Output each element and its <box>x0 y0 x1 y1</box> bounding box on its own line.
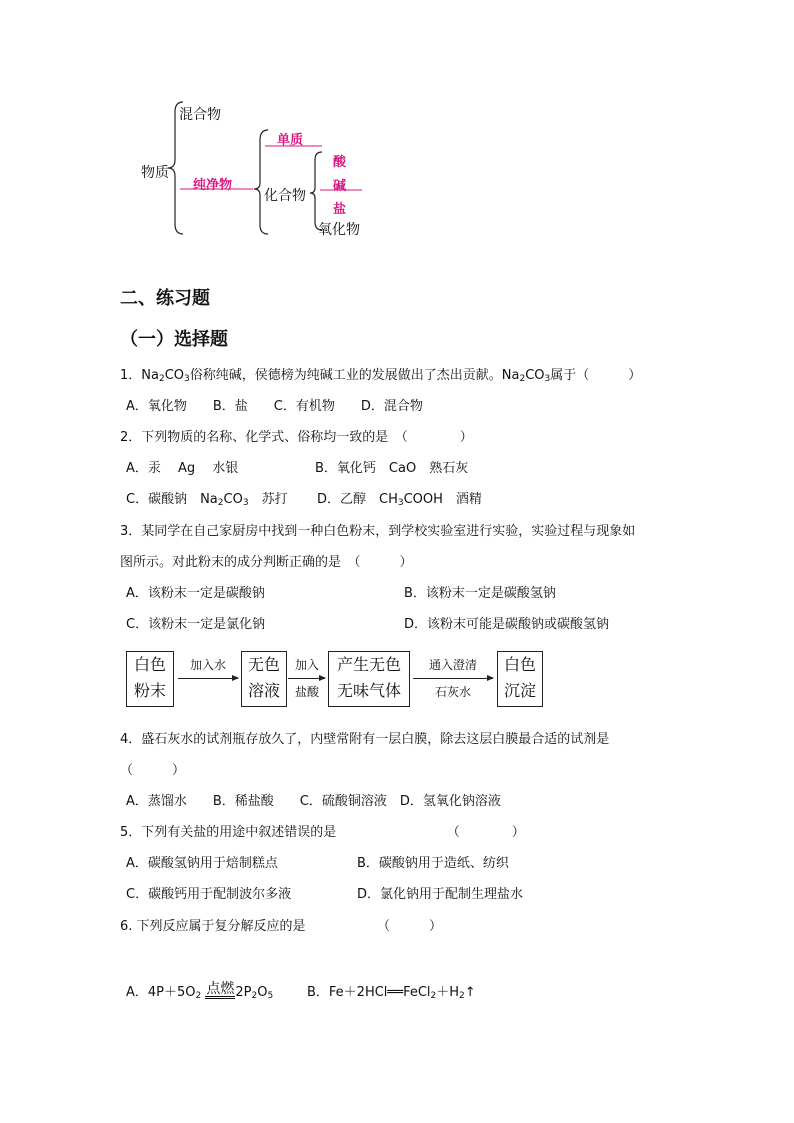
diagram-base: 碱 <box>333 179 347 194</box>
question-2-option-d <box>317 488 482 508</box>
flow-box-gas <box>328 651 410 707</box>
flow-box-line: 溶液 <box>247 681 280 700</box>
diagram-salt: 盐 <box>333 202 347 217</box>
question-6-option-b <box>307 981 476 1001</box>
question-1-options: A．氧化物 B．盐 C．有机物 D．混合物 <box>126 399 423 414</box>
diagram-root: 物质 <box>141 165 169 181</box>
question-2-option-c <box>126 488 288 508</box>
section-title: 二、练习题 <box>120 288 210 309</box>
q6-a-sub: 5 <box>267 991 274 1001</box>
q1-sub: 3 <box>544 374 551 384</box>
q2-c-sub: 3 <box>242 498 249 508</box>
flow-box-line: 沉淀 <box>503 681 536 700</box>
q2-c-sub: 2 <box>217 498 224 508</box>
q6-a-text: 2P <box>235 985 252 1000</box>
q6-condition-ignite: 点燃 <box>206 981 235 997</box>
q6-a-text: A．4P＋5O <box>126 985 196 1000</box>
flow-box-line: 无色 <box>247 655 280 674</box>
question-3-option-d: D．该粉末可能是碳酸钠或碳酸氢钠 <box>404 617 610 632</box>
q2-c-text: CO <box>223 492 243 507</box>
question-3-option-b: B．该粉末一定是碳酸氢钠 <box>404 586 556 601</box>
question-6-option-a <box>126 981 273 1002</box>
flow-arrow2-label-bottom: 盐酸 <box>294 685 319 699</box>
q2-d-sub: 3 <box>397 498 404 508</box>
q6-b-text: ＋H <box>436 985 460 1000</box>
flow-box-line: 产生无色 <box>336 655 401 674</box>
q2-c-text: 苏打 <box>248 492 288 507</box>
flow-box-line: 白色 <box>133 655 166 674</box>
q1-sub: 3 <box>184 374 190 384</box>
q1-text: 属于（ ） <box>550 368 642 383</box>
diagram-mixture: 混合物 <box>179 107 221 123</box>
flow-arrow3-label-bottom: 石灰水 <box>434 685 471 699</box>
q6-b-text: B．Fe＋2HCl══FeCl <box>307 985 431 1000</box>
question-3-stem-line1: 3．某同学在自己家厨房中找到一种白色粉末，到学校实验室进行实验，实验过程与现象如 <box>120 524 636 539</box>
flow-arrow-2 <box>288 678 325 679</box>
q1-text: 俗称纯碱，侯德榜为纯碱工业的发展做出了杰出贡献。Na <box>189 368 520 383</box>
question-3-stem-line2: 图所示。对此粉末的成分判断正确的是 （ ） <box>120 555 413 570</box>
question-5-option-d: D．氯化钠用于配制生理盐水 <box>357 887 524 902</box>
flow-arrow2-label-top: 加入 <box>294 658 319 672</box>
subsection-title: （一）选择题 <box>120 329 228 350</box>
question-5-option-c: C．碳酸钙用于配制波尔多液 <box>126 887 292 902</box>
q1-text: CO <box>164 368 185 383</box>
flow-arrow3-label-top: 通入澄清 <box>428 658 477 672</box>
q6-a-sub: 2 <box>251 991 258 1001</box>
diagram-acid: 酸 <box>333 155 347 170</box>
diagram-compound: 化合物 <box>264 188 306 204</box>
q6-b-text: ↑ <box>464 985 476 1000</box>
flow-box-line: 无味气体 <box>336 681 401 700</box>
question-4-options: A．蒸馏水 B．稀盐酸 C．硫酸铜溶液 D．氢氧化钠溶液 <box>126 794 501 809</box>
question-2-option-a: A．汞 Ag 水银 <box>126 461 239 476</box>
question-6-stem: 6. 下列反应属于复分解反应的是 （ ） <box>120 919 443 934</box>
question-3-option-c: C．该粉末一定是氯化钠 <box>126 617 266 632</box>
question-4-stem: 4．盛石灰水的试剂瓶存放久了，内壁常附有一层白膜，除去这层白膜最合适的试剂是 <box>120 732 610 747</box>
flow-box-white-precipitate <box>497 651 543 707</box>
question-2-stem: 2．下列物质的名称、化学式、俗称均一致的是 （ ） <box>120 430 473 445</box>
question-2-option-b: B．氧化钙 CaO 熟石灰 <box>315 461 469 476</box>
q1-text: CO <box>525 368 545 383</box>
question-5-stem: 5．下列有关盐的用途中叙述错误的是 （ ） <box>120 825 525 840</box>
q6-a-sub: 2 <box>195 991 202 1001</box>
diagram-pure: 纯净物 <box>193 178 233 193</box>
q1-sub: 2 <box>519 374 526 384</box>
q6-b-sub: 2 <box>430 991 437 1001</box>
q2-d-text: COOH 酒精 <box>403 492 482 507</box>
q6-a-text: O <box>257 985 268 1000</box>
question-1-stem <box>120 364 641 384</box>
flow-box-line: 白色 <box>503 655 536 674</box>
question-3-option-a: A．该粉末一定是碳酸钠 <box>126 586 265 601</box>
flow-box-colorless-solution <box>241 651 287 707</box>
q6-b-sub: 2 <box>459 991 465 1001</box>
q1-text: 1．Na <box>120 368 159 383</box>
flow-box-white-powder <box>126 651 174 707</box>
diagram-element: 单质 <box>277 133 304 148</box>
flow-arrow-1 <box>178 678 238 679</box>
q2-d-text: D．乙醇 CH <box>317 492 398 507</box>
question-4-paren: （ ） <box>120 763 186 778</box>
flow-arrow1-label: 加入水 <box>189 658 226 672</box>
flow-arrow-3 <box>413 678 493 679</box>
question-5-option-a: A．碳酸氢钠用于焙制糕点 <box>126 856 278 871</box>
flow-box-line: 粉末 <box>133 681 166 700</box>
q1-sub: 2 <box>158 374 165 384</box>
q2-c-text: C．碳酸钠 Na <box>126 492 218 507</box>
question-5-option-b: B．碳酸钠用于造纸、纺织 <box>357 856 509 871</box>
diagram-oxide: 氧化物 <box>318 222 360 238</box>
